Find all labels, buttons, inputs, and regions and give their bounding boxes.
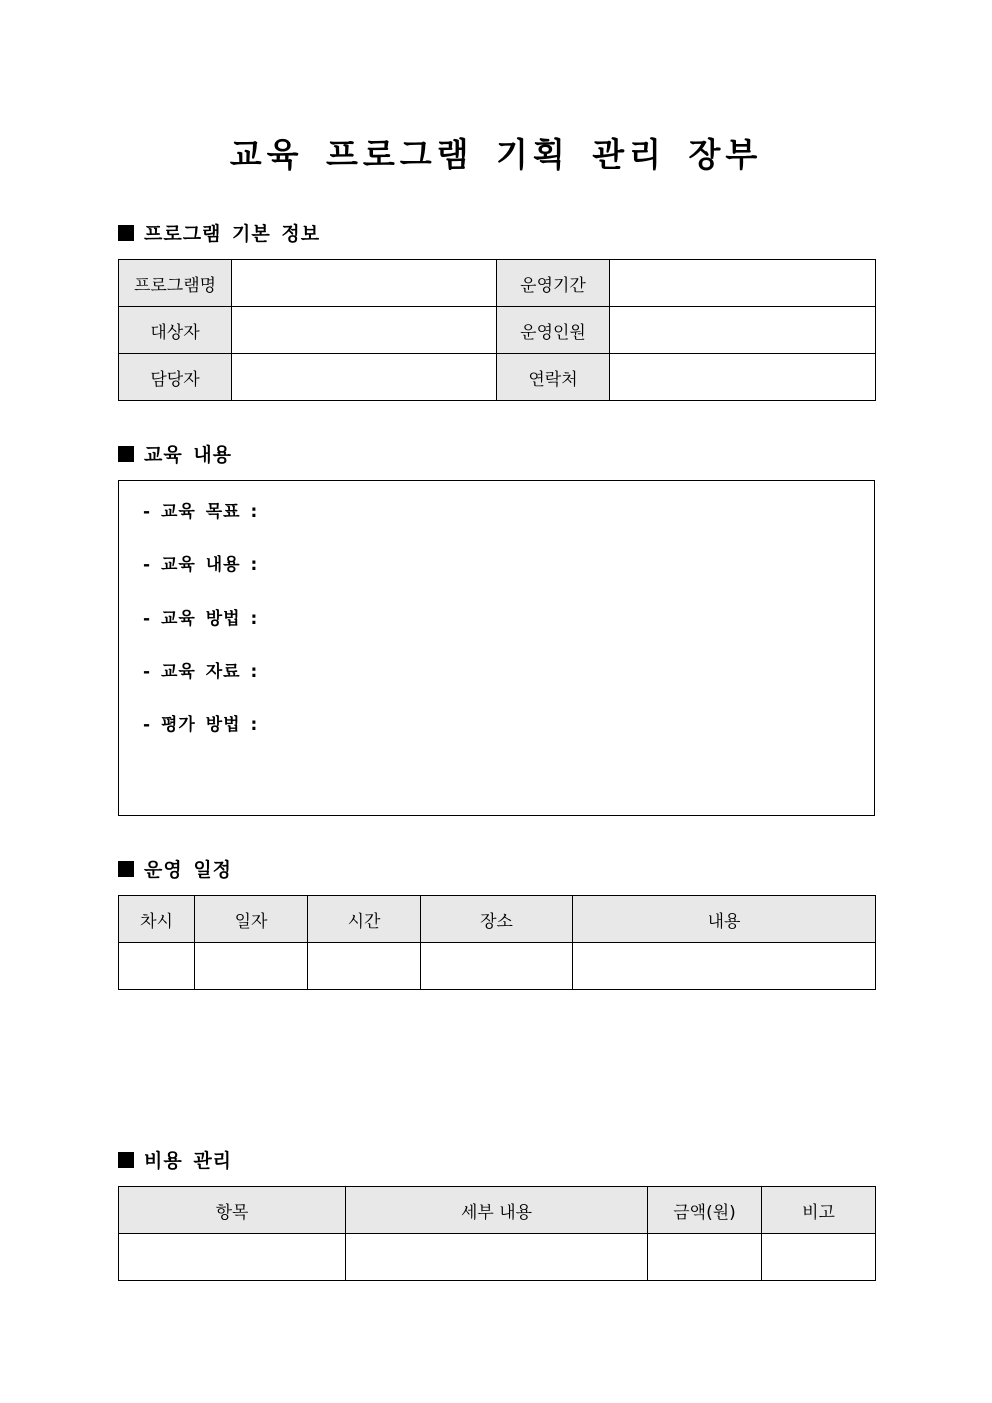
column-header: 시간 (308, 896, 421, 943)
manager-field[interactable] (232, 354, 497, 401)
square-bullet-icon (118, 861, 134, 877)
manager-label: 담당자 (119, 354, 232, 401)
square-bullet-icon (118, 1152, 134, 1168)
period-field[interactable] (610, 260, 876, 307)
section-title: 운영 일정 (144, 859, 233, 881)
program-name-label: 프로그램명 (119, 260, 232, 307)
cost-table (118, 1186, 876, 1281)
time-cell[interactable] (308, 943, 421, 990)
headcount-field[interactable] (610, 307, 876, 354)
program-name-field[interactable] (232, 260, 497, 307)
amount-cell[interactable] (648, 1234, 762, 1281)
target-label: 대상자 (119, 307, 232, 354)
section-title: 교육 내용 (144, 444, 233, 466)
schedule-table (118, 895, 876, 990)
section-heading-content (118, 442, 232, 468)
description-cell[interactable] (573, 943, 876, 990)
content-item-material: - 교육 자료 : (143, 662, 259, 682)
target-field[interactable] (232, 307, 497, 354)
content-item-goal: - 교육 목표 : (143, 502, 259, 522)
section-title: 프로그램 기본 정보 (144, 223, 321, 245)
table-row (119, 354, 876, 401)
section-heading-schedule (118, 857, 232, 883)
column-header: 항목 (119, 1187, 346, 1234)
item-cell[interactable] (119, 1234, 346, 1281)
column-header: 비고 (762, 1187, 876, 1234)
session-cell[interactable] (119, 943, 195, 990)
page-title: 교육 프로그램 기획 관리 장부 (229, 135, 763, 174)
column-header: 일자 (195, 896, 308, 943)
basic-info-table (118, 259, 876, 401)
content-item-content: - 교육 내용 : (143, 555, 259, 575)
place-cell[interactable] (421, 943, 573, 990)
column-header: 금액(원) (648, 1187, 762, 1234)
date-cell[interactable] (195, 943, 308, 990)
headcount-label: 운영인원 (497, 307, 610, 354)
column-header: 장소 (421, 896, 573, 943)
contact-field[interactable] (610, 354, 876, 401)
section-heading-cost (118, 1148, 232, 1174)
table-header-row (119, 896, 876, 943)
content-item-evaluation: - 평가 방법 : (143, 715, 259, 735)
table-header-row (119, 1187, 876, 1234)
table-row (119, 943, 876, 990)
content-box[interactable] (118, 480, 875, 816)
square-bullet-icon (118, 446, 134, 462)
table-row (119, 1234, 876, 1281)
period-label: 운영기간 (497, 260, 610, 307)
detail-cell[interactable] (346, 1234, 648, 1281)
note-cell[interactable] (762, 1234, 876, 1281)
section-title: 비용 관리 (144, 1150, 233, 1172)
section-heading-basic-info (118, 221, 320, 247)
column-header: 내용 (573, 896, 876, 943)
column-header: 차시 (119, 896, 195, 943)
table-row (119, 260, 876, 307)
square-bullet-icon (118, 225, 134, 241)
table-row (119, 307, 876, 354)
content-item-method: - 교육 방법 : (143, 609, 259, 629)
column-header: 세부 내용 (346, 1187, 648, 1234)
contact-label: 연락처 (497, 354, 610, 401)
